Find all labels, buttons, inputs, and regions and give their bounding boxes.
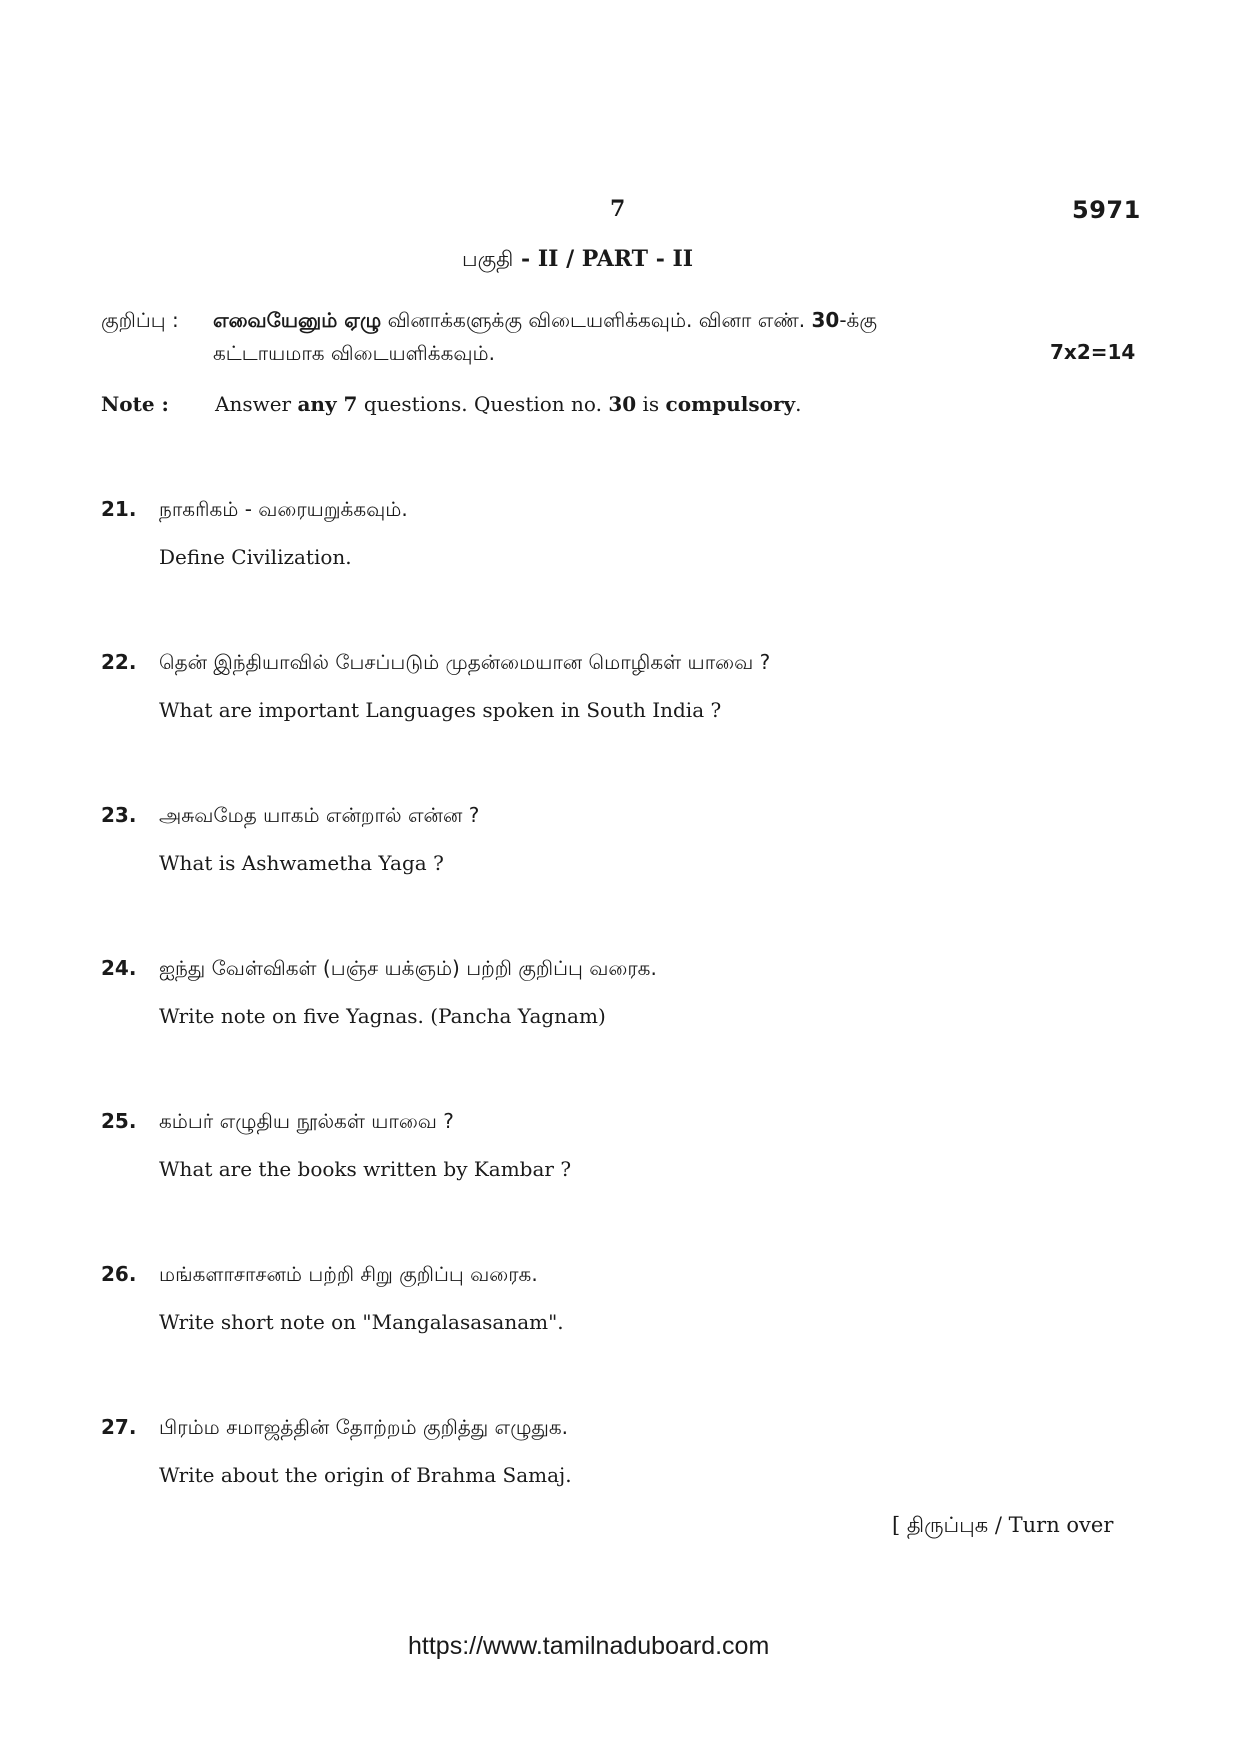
question-text-english: What is Ashwametha Yaga ?	[159, 851, 444, 875]
page-number: 7	[610, 196, 626, 222]
note-tamil-suffix: -க்கு	[839, 308, 877, 332]
question-number: 27.	[101, 1415, 137, 1439]
question-text-tamil: கம்பர் எழுதிய நூல்கள் யாவை ?	[159, 1109, 454, 1133]
question-number: 23.	[101, 803, 137, 827]
note-tamil-line1	[213, 308, 877, 335]
question-number: 22.	[101, 650, 137, 674]
question-text-english: Write note on five Yagnas. (Pancha Yagnam)	[159, 1004, 606, 1028]
note-tamil-answer: வினாக்களுக்கு விடையளிக்கவும். வினா எண்.	[381, 308, 812, 332]
question-text-tamil: ஐந்து வேள்விகள் (பஞ்ச யக்ஞம்) பற்றி குறிப்பு வரைக.	[159, 956, 657, 980]
note-tamil-any-seven: எவையேனும் ஏழு	[213, 308, 382, 332]
note-english-qnum: 30	[608, 392, 637, 416]
part-heading-tamil: பகுதி	[462, 247, 514, 271]
note-english-compulsory: compulsory	[665, 392, 796, 416]
question-text-english: Write about the origin of Brahma Samaj.	[159, 1463, 572, 1487]
question-text-english: Define Civilization.	[159, 545, 352, 569]
question-text-tamil: தென் இந்தியாவில் பேசப்படும் முதன்மையான மொழிகள் யாவை ?	[159, 650, 771, 674]
marks-allocation: 7x2=14	[1050, 340, 1136, 364]
part-heading-english: - II / PART - II	[513, 246, 694, 272]
question-number: 25.	[101, 1109, 137, 1133]
note-english-any-seven: any 7	[297, 392, 358, 416]
question-number: 21.	[101, 497, 137, 521]
footer-url[interactable]: https://www.tamilnaduboard.com	[408, 1632, 770, 1660]
note-english-part: Answer	[215, 392, 298, 416]
question-text-english: What are important Languages spoken in South India ?	[159, 698, 722, 722]
question-text-tamil: மங்களாசாசனம் பற்றி சிறு குறிப்பு வரைக.	[159, 1262, 538, 1286]
note-english-part: questions. Question no.	[357, 392, 609, 416]
note-english-part: .	[795, 392, 802, 416]
question-number: 24.	[101, 956, 137, 980]
question-text-english: Write short note on "Mangalasasanam".	[159, 1310, 564, 1334]
paper-code: 5971	[1072, 196, 1141, 224]
note-tamil-label: குறிப்பு :	[101, 308, 179, 332]
note-english-part: is	[636, 392, 666, 416]
note-english-label: Note :	[101, 392, 169, 416]
part-heading	[462, 246, 693, 274]
question-text-english: What are the books written by Kambar ?	[159, 1157, 572, 1181]
note-tamil-qnum: 30	[811, 308, 840, 332]
question-text-tamil: நாகரிகம் - வரையறுக்கவும்.	[159, 497, 408, 521]
question-text-tamil: அசுவமேத யாகம் என்றால் என்ன ?	[159, 803, 480, 827]
note-english-text	[215, 392, 801, 416]
note-tamil-line2: கட்டாயமாக விடையளிக்கவும்.	[213, 341, 495, 365]
question-number: 26.	[101, 1262, 137, 1286]
turn-over-note: [ திருப்புக / Turn over	[892, 1513, 1114, 1537]
question-text-tamil: பிரம்ம சமாஜத்தின் தோற்றம் குறித்து எழுதுக.	[159, 1415, 568, 1439]
